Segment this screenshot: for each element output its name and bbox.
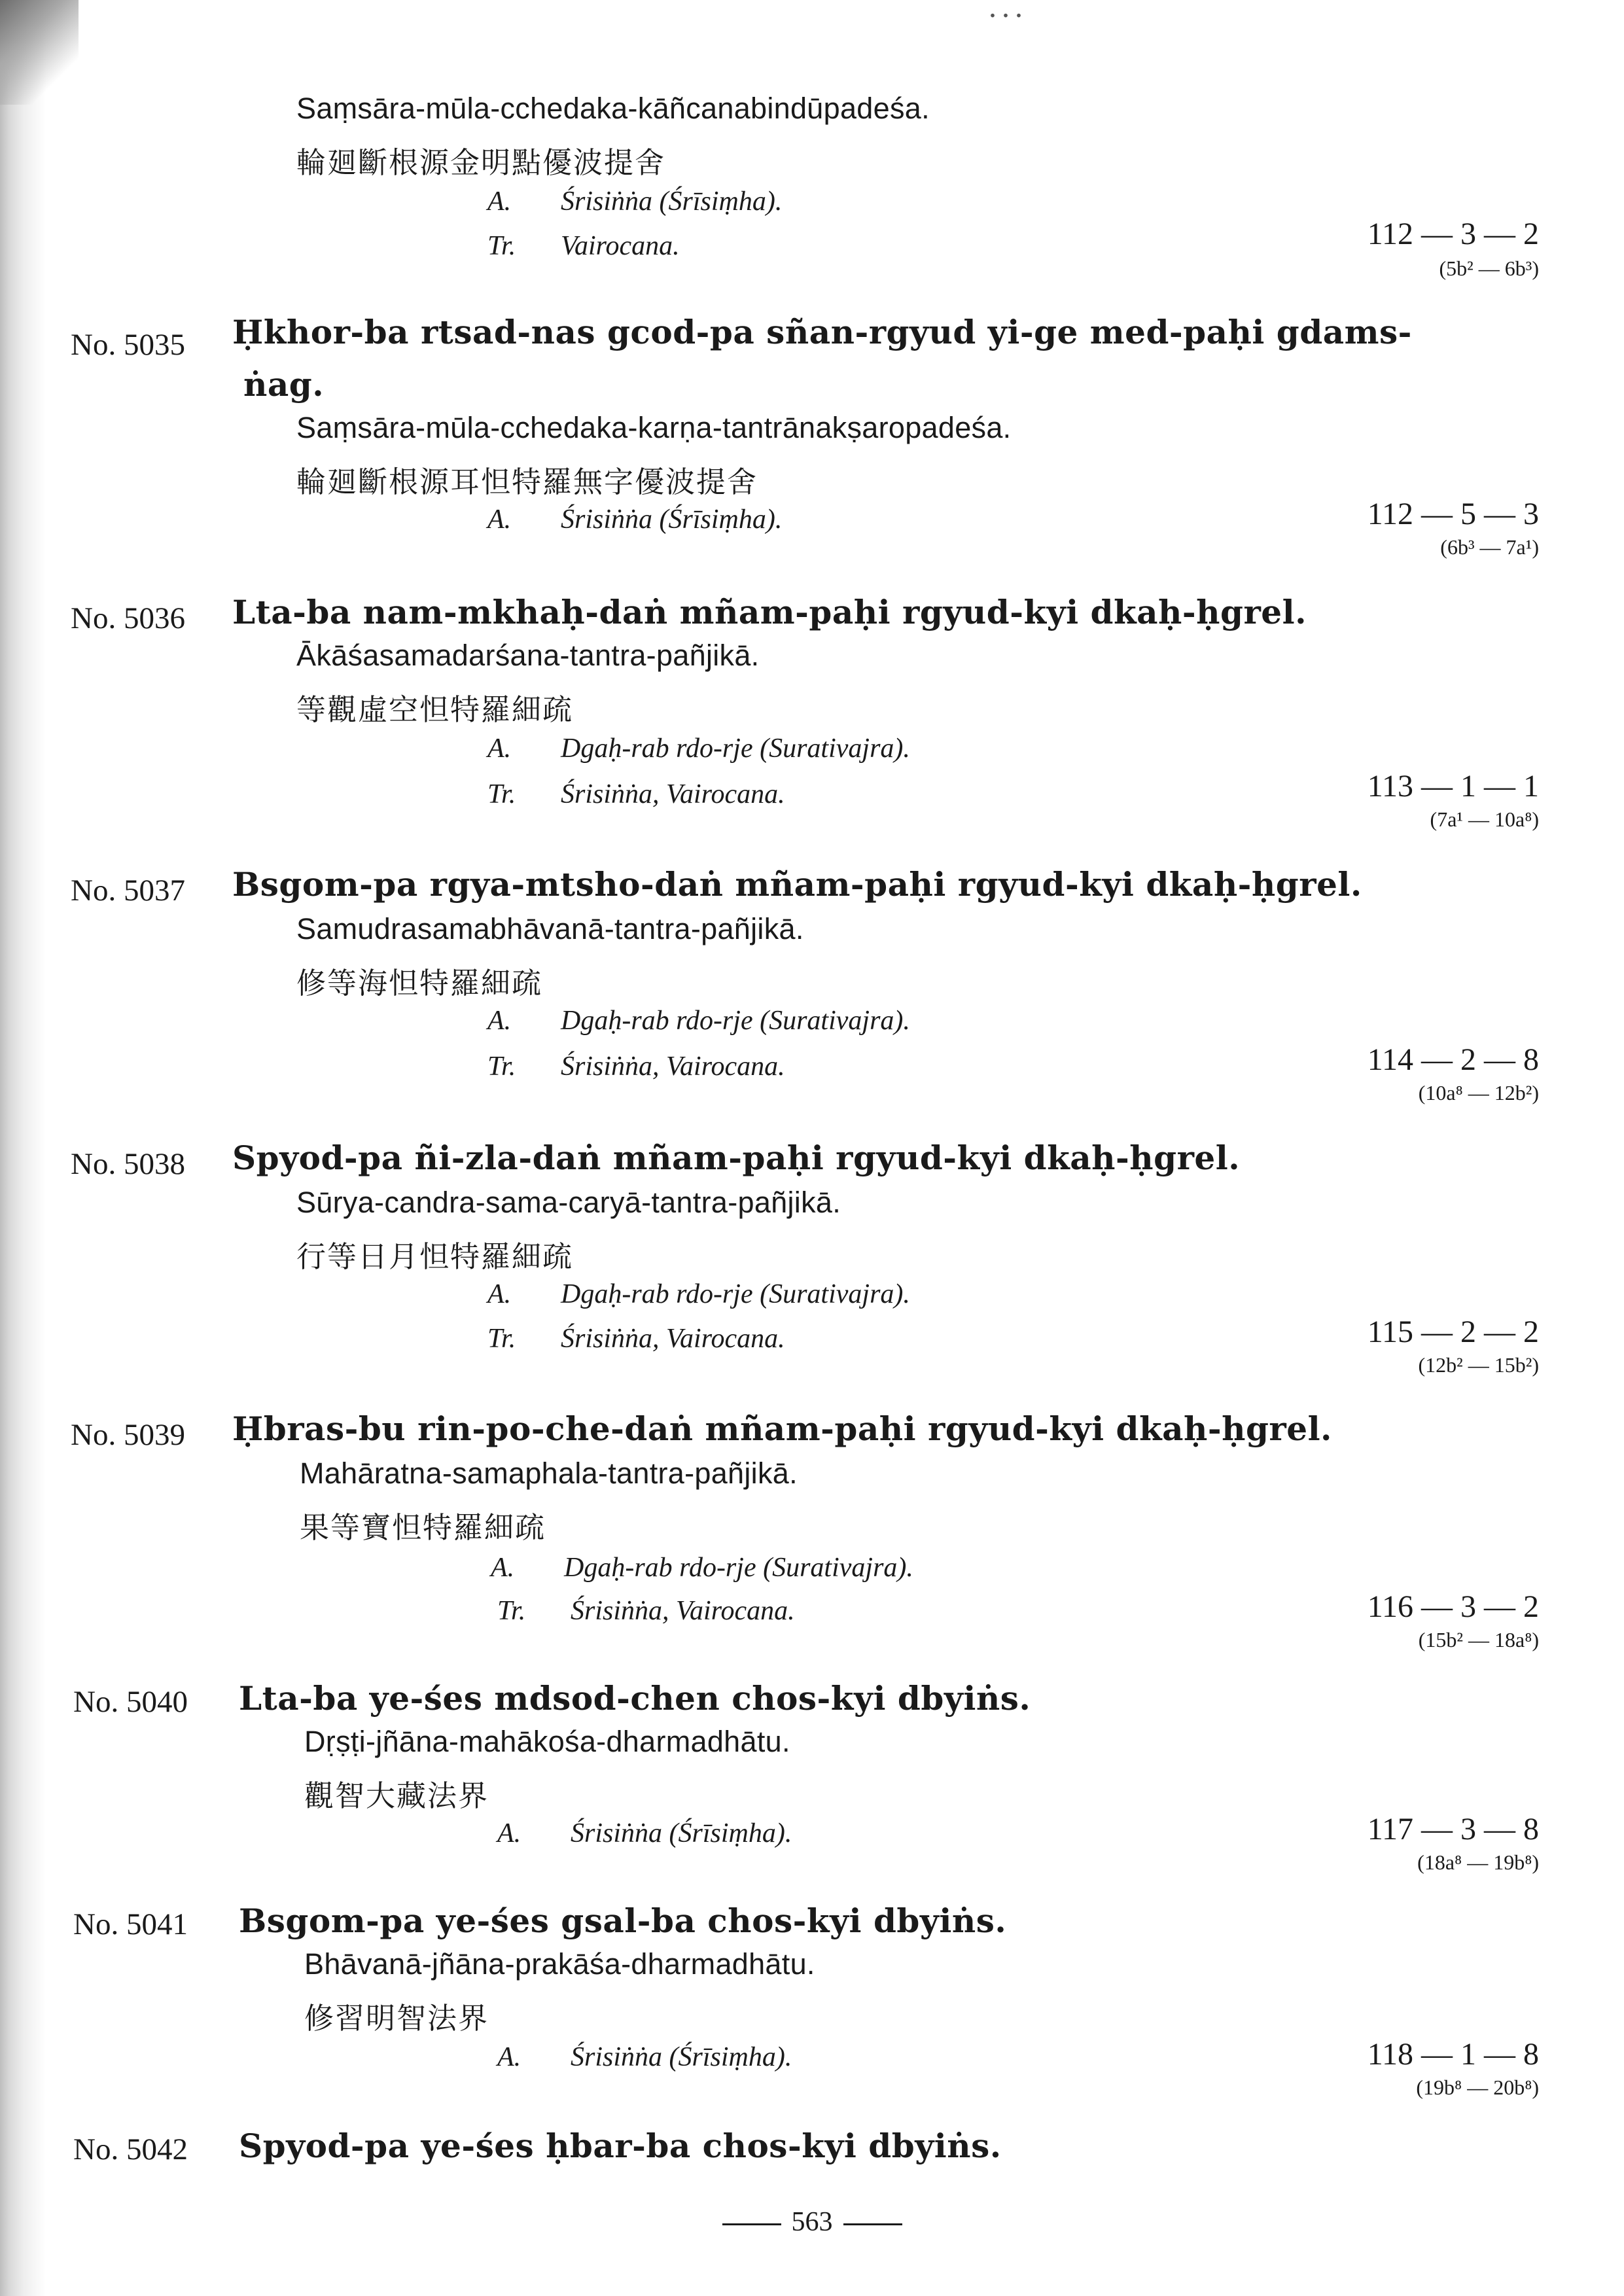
entry-title: Bsgom-pa ye-śes gsal-ba chos-kyi dbyiṅs. (239, 1901, 1007, 1940)
entry-ref-sub: (19b⁸ — 20b⁸) (1416, 2075, 1539, 2099)
entry-chinese: 修習明智法界 (304, 2001, 489, 2036)
entry-translator (487, 1051, 785, 1082)
entry-number: No. 5042 (73, 2132, 188, 2166)
author-value: Dgaḥ-rab rdo-rje (Surativajra). (561, 1279, 910, 1309)
entry-title: Spyod-pa ñi-zla-daṅ mñam-paḥi rgyud-kyi dkaḥ-ḥgrel. (232, 1139, 1241, 1177)
entry-chinese: 輪廻斷根源耳怛特羅無字優波提舍 (296, 465, 758, 499)
entry-title-continued: ṅag. (243, 365, 325, 404)
author-label: A. (487, 733, 512, 764)
translator-value: Vairocana. (561, 231, 680, 261)
entry-sanskrit: Bhāvanā-jñāna-prakāśa-dharmadhātu. (304, 1947, 815, 1981)
entry-sanskrit: Ākāśasamadarśana-tantra-pañjikā. (296, 639, 760, 672)
entry-chinese: 等觀虛空怛特羅細疏 (296, 692, 574, 727)
entry-title: Spyod-pa ye-śes ḥbar-ba chos-kyi dbyiṅs. (239, 2127, 1002, 2165)
author-value: Śrisiṅṅa (Śrīsiṃha). (561, 186, 783, 217)
entry-ref: 115 — 2 — 2 (1367, 1315, 1539, 1349)
entry-ref: 114 — 2 — 8 (1367, 1042, 1539, 1077)
translator-label: Tr. (487, 1051, 516, 1082)
entry-translator (487, 779, 785, 810)
entry-ref-sub: (5b² — 6b³) (1439, 256, 1539, 280)
translator-value: Śrisiṅṅa, Vairocana. (561, 1051, 785, 1082)
scan-shadow-edge (0, 0, 46, 2296)
author-value: Dgaḥ-rab rdo-rje (Surativajra). (561, 1006, 910, 1036)
entry-sanskrit: Samudrasamabhāvanā-tantra-pañjikā. (296, 912, 804, 945)
entry-ref-sub: (15b² — 18a⁸) (1418, 1628, 1539, 1651)
author-label: A. (497, 2042, 521, 2072)
entry-sanskrit: Saṃsāra-mūla-cchedaka-karṇa-tantrānakṣaropadeśa. (296, 411, 1012, 444)
entry-ref-sub: (7a¹ — 10a⁸) (1430, 807, 1539, 831)
author-label: A. (487, 504, 512, 535)
entry-chinese: 行等日月怛特羅細疏 (296, 1239, 574, 1274)
entry-title: Ḥkhor-ba rtsad-nas gcod-pa sñan-rgyud yi-ge med-paḥi gdams- (232, 313, 1412, 351)
entry-ref: 112 — 5 — 3 (1367, 497, 1539, 531)
entry-number: No. 5035 (71, 328, 185, 362)
entry-ref: 116 — 3 — 2 (1367, 1589, 1539, 1624)
author-value: Śrisiṅṅa (Śrīsiṃha). (571, 1818, 792, 1848)
page-number (0, 2206, 1624, 2238)
entry-number: No. 5039 (71, 1418, 185, 1452)
translator-value: Śrisiṅṅa, Vairocana. (561, 779, 785, 809)
entry-author (487, 1005, 910, 1036)
page-number-rule-left (722, 2223, 781, 2225)
entry-ref: 112 — 3 — 2 (1367, 217, 1539, 251)
entry-author (497, 2041, 792, 2073)
entry-author (487, 733, 910, 764)
translator-label: Tr. (487, 779, 516, 809)
entry-ref: 113 — 1 — 1 (1367, 769, 1539, 804)
entry-sanskrit: Sūrya-candra-sama-caryā-tantra-pañjikā. (296, 1186, 841, 1219)
translator-label: Tr. (487, 231, 516, 261)
entry-author (487, 1279, 910, 1310)
entry-ref-sub: (6b³ — 7a¹) (1440, 535, 1539, 559)
translator-label: Tr. (487, 1324, 516, 1354)
entry-author (487, 186, 782, 217)
entry-number: No. 5038 (71, 1147, 185, 1181)
entry-author (491, 1552, 913, 1583)
entry-chinese: 果等寶怛特羅細疏 (300, 1510, 546, 1545)
author-label: A. (491, 1553, 515, 1583)
entry-ref: 118 — 1 — 8 (1367, 2037, 1539, 2072)
entry-translator (487, 1323, 785, 1354)
author-value: Śrisiṅṅa (Śrīsiṃha). (571, 2042, 792, 2072)
author-value: Dgaḥ-rab rdo-rje (Surativajra). (564, 1553, 913, 1583)
entry-title: Lta-ba nam-mkhaḥ-daṅ mñam-paḥi rgyud-kyi dkaḥ-ḥgrel. (232, 593, 1307, 631)
scan-shadow-corner (0, 0, 79, 105)
entry-title: Bsgom-pa rgya-mtsho-daṅ mñam-paḥi rgyud-kyi dkaḥ-ḥgrel. (232, 865, 1362, 904)
entry-number: No. 5036 (71, 601, 185, 635)
entry-sanskrit: Saṃsāra-mūla-cchedaka-kāñcanabindūpadeśa. (296, 92, 930, 125)
cropped-header-fragment: ... (988, 0, 1027, 24)
entry-author (487, 504, 782, 535)
author-label: A. (497, 1818, 521, 1848)
entry-chinese: 輪廻斷根源金明點優波提舍 (296, 145, 666, 180)
translator-value: Śrisiṅṅa, Vairocana. (571, 1596, 795, 1626)
author-label: A. (487, 1006, 512, 1036)
translator-value: Śrisiṅṅa, Vairocana. (561, 1324, 785, 1354)
page-number-value: 563 (791, 2207, 833, 2237)
entry-translator (487, 230, 680, 262)
author-value: Śrisiṅṅa (Śrīsiṃha). (561, 504, 783, 535)
entry-chinese: 修等海怛特羅細疏 (296, 966, 543, 1000)
translator-label: Tr. (497, 1596, 526, 1626)
entry-ref: 117 — 3 — 8 (1367, 1812, 1539, 1846)
entry-sanskrit: Dṛṣṭi-jñāna-mahākośa-dharmadhātu. (304, 1725, 790, 1758)
author-label: A. (487, 1279, 512, 1309)
entry-ref-sub: (10a⁸ — 12b²) (1418, 1081, 1539, 1104)
author-value: Dgaḥ-rab rdo-rje (Surativajra). (561, 733, 910, 764)
entry-number: No. 5041 (73, 1907, 188, 1941)
entry-ref-sub: (12b² — 15b²) (1418, 1353, 1539, 1377)
entry-title: Lta-ba ye-śes mdsod-chen chos-kyi dbyiṅs. (239, 1679, 1031, 1718)
entry-number: No. 5037 (71, 874, 185, 908)
entry-translator (497, 1595, 795, 1627)
entry-ref-sub: (18a⁸ — 19b⁸) (1417, 1850, 1539, 1874)
author-label: A. (487, 186, 512, 217)
entry-title: Ḥbras-bu rin-po-che-daṅ mñam-paḥi rgyud-kyi dkaḥ-ḥgrel. (232, 1409, 1332, 1448)
entry-author (497, 1818, 792, 1849)
entry-chinese: 觀智大藏法界 (304, 1778, 489, 1813)
entry-sanskrit: Mahāratna-samaphala-tantra-pañjikā. (300, 1457, 798, 1490)
page-number-rule-right (843, 2223, 902, 2225)
entry-number: No. 5040 (73, 1685, 188, 1719)
